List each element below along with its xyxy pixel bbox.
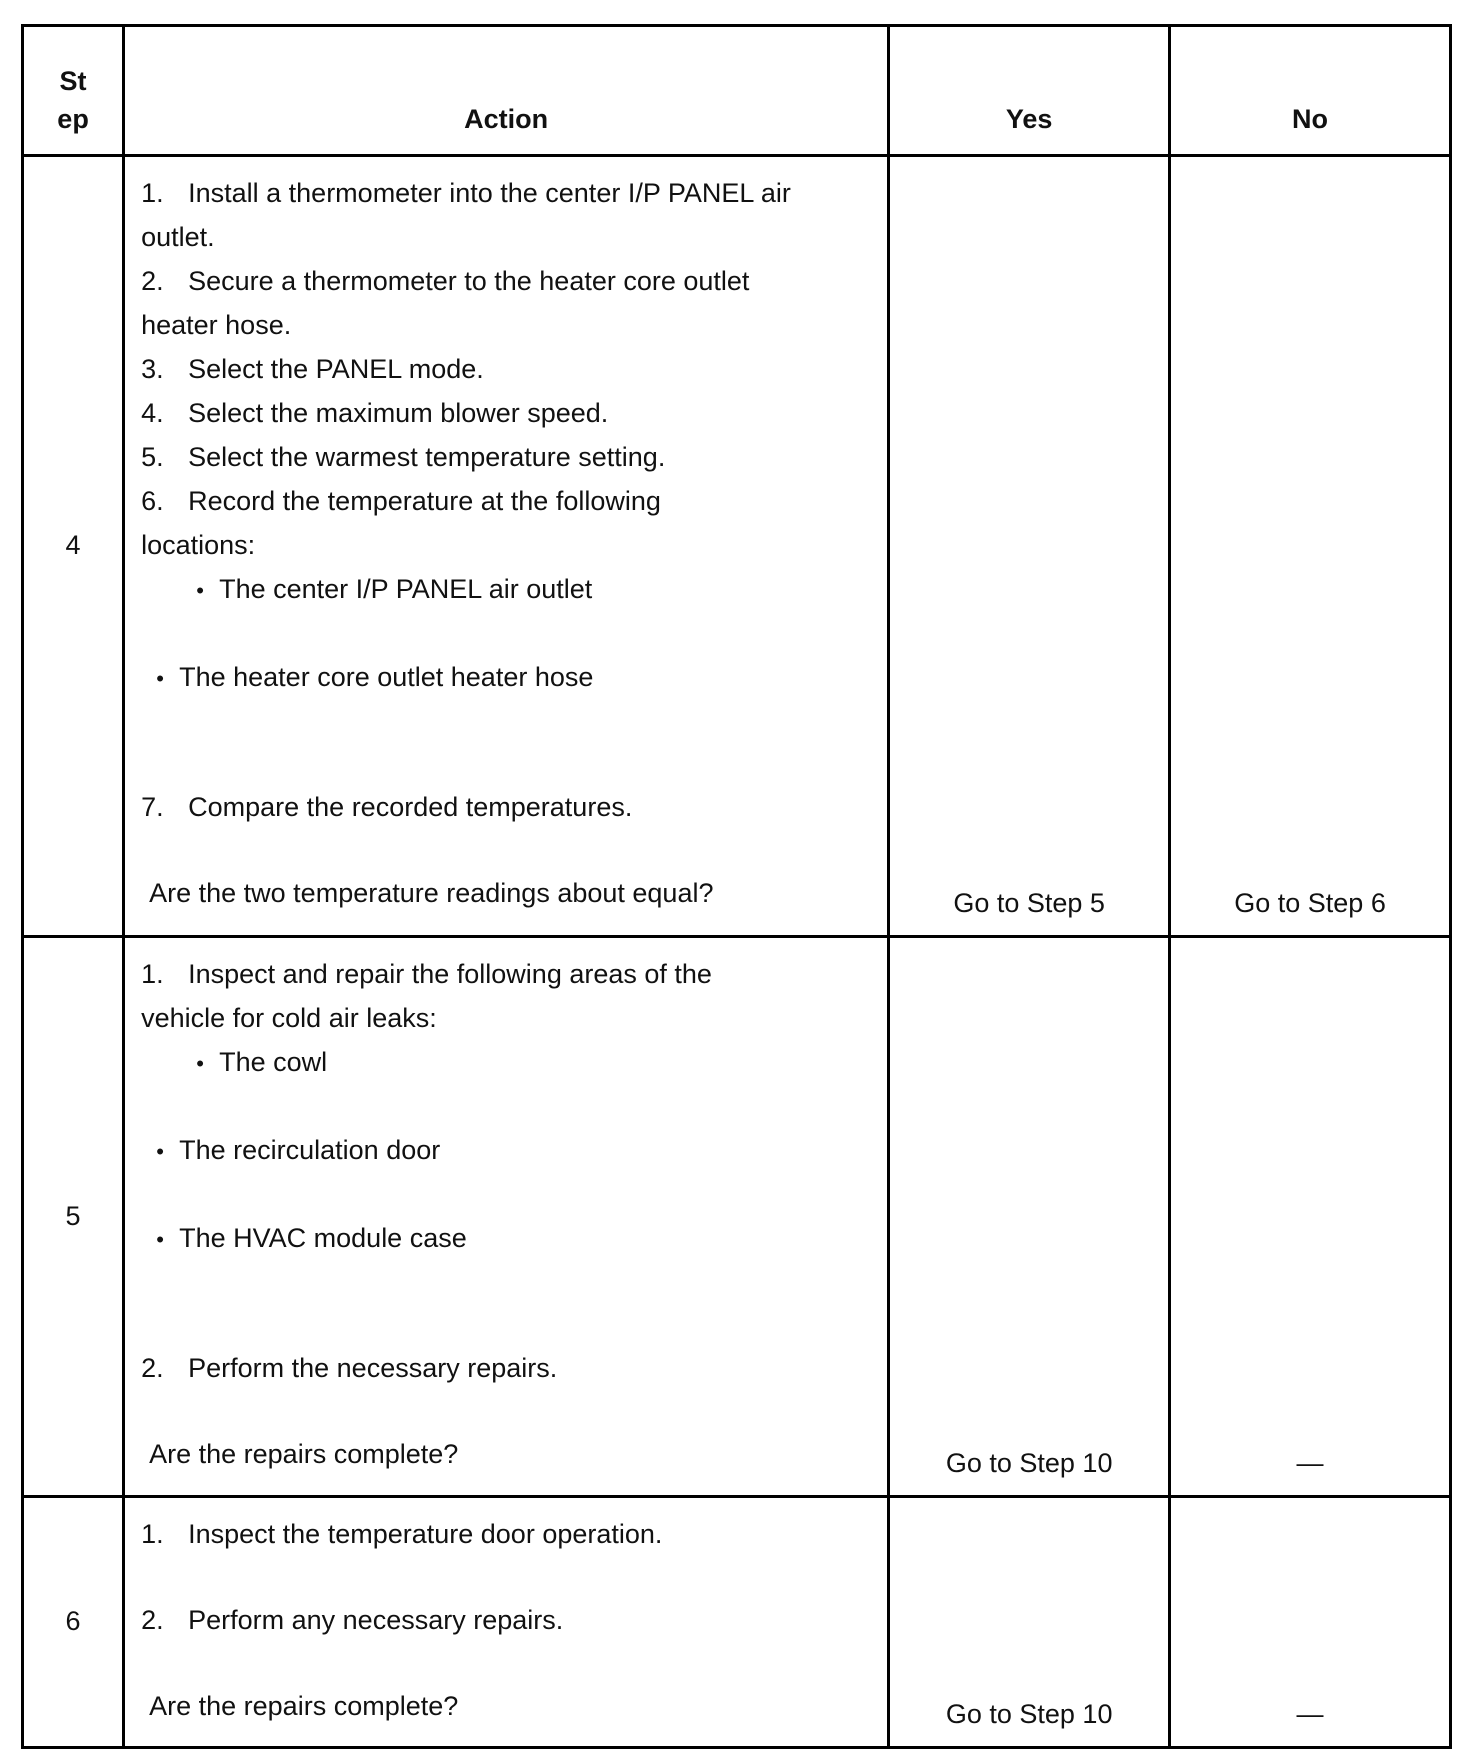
action-cell	[124, 156, 889, 937]
bullet-dot-icon: •	[196, 1050, 204, 1076]
header-step-line1: St	[59, 66, 87, 96]
no-result: —	[1170, 1496, 1451, 1747]
action-item: 1. Inspect and repair the following areas of the vehicle for cold air leaks:	[141, 958, 712, 1033]
bullet-dot-icon: •	[156, 1226, 164, 1252]
table-row-step-6	[23, 1496, 1451, 1747]
question-text: Are the repairs complete?	[149, 1438, 459, 1469]
question-text: Are the two temperature readings about equal?	[149, 878, 714, 908]
action-item: 3. Select the PANEL mode.	[141, 354, 484, 384]
step-number: 6	[23, 1496, 124, 1747]
step-number: 4	[23, 156, 124, 937]
no-result: —	[1170, 936, 1451, 1496]
bullet-item: • The cowl	[141, 1040, 873, 1086]
action-item: 1. Inspect the temperature door operation.	[141, 1518, 663, 1549]
action-item: 2. Perform the necessary repairs.	[141, 1352, 558, 1383]
bullet-item: • The heater core outlet heater hose	[141, 655, 873, 701]
header-no: No	[1170, 26, 1451, 156]
table-row-step-4	[23, 156, 1451, 937]
header-action: Action	[124, 26, 889, 156]
yes-result: Go to Step 10	[889, 1496, 1170, 1747]
header-yes: Yes	[889, 26, 1170, 156]
action-item: 5. Select the warmest temperature setting.	[141, 442, 666, 472]
question-text: Are the repairs complete?	[149, 1690, 459, 1721]
header-step	[23, 26, 124, 156]
action-cell	[124, 1496, 889, 1747]
action-item: 1. Install a thermometer into the center I/P PANEL air outlet.	[141, 178, 791, 252]
diagnostic-table	[21, 24, 1452, 1749]
action-item: 6. Record the temperature at the following locations:	[141, 486, 661, 560]
step-number: 5	[23, 936, 124, 1496]
action-cell	[124, 936, 889, 1496]
bullet-item: • The HVAC module case	[141, 1216, 873, 1262]
no-result: Go to Step 6	[1170, 156, 1451, 937]
bullet-dot-icon: •	[156, 666, 164, 691]
bullet-dot-icon: •	[156, 1138, 164, 1164]
bullet-item: • The recirculation door	[141, 1128, 873, 1174]
bullet-item: • The center I/P PANEL air outlet	[141, 567, 873, 613]
yes-result: Go to Step 5	[889, 156, 1170, 937]
header-row	[23, 26, 1451, 156]
table-row-step-5	[23, 936, 1451, 1496]
header-step-line2: ep	[57, 104, 89, 134]
action-item: 2. Perform any necessary repairs.	[141, 1604, 564, 1635]
bullet-dot-icon: •	[196, 578, 204, 603]
action-item: 2. Secure a thermometer to the heater core outlet heater hose.	[141, 266, 750, 340]
yes-result: Go to Step 10	[889, 936, 1170, 1496]
action-item: 7. Compare the recorded temperatures.	[141, 792, 633, 822]
action-item: 4. Select the maximum blower speed.	[141, 398, 609, 428]
